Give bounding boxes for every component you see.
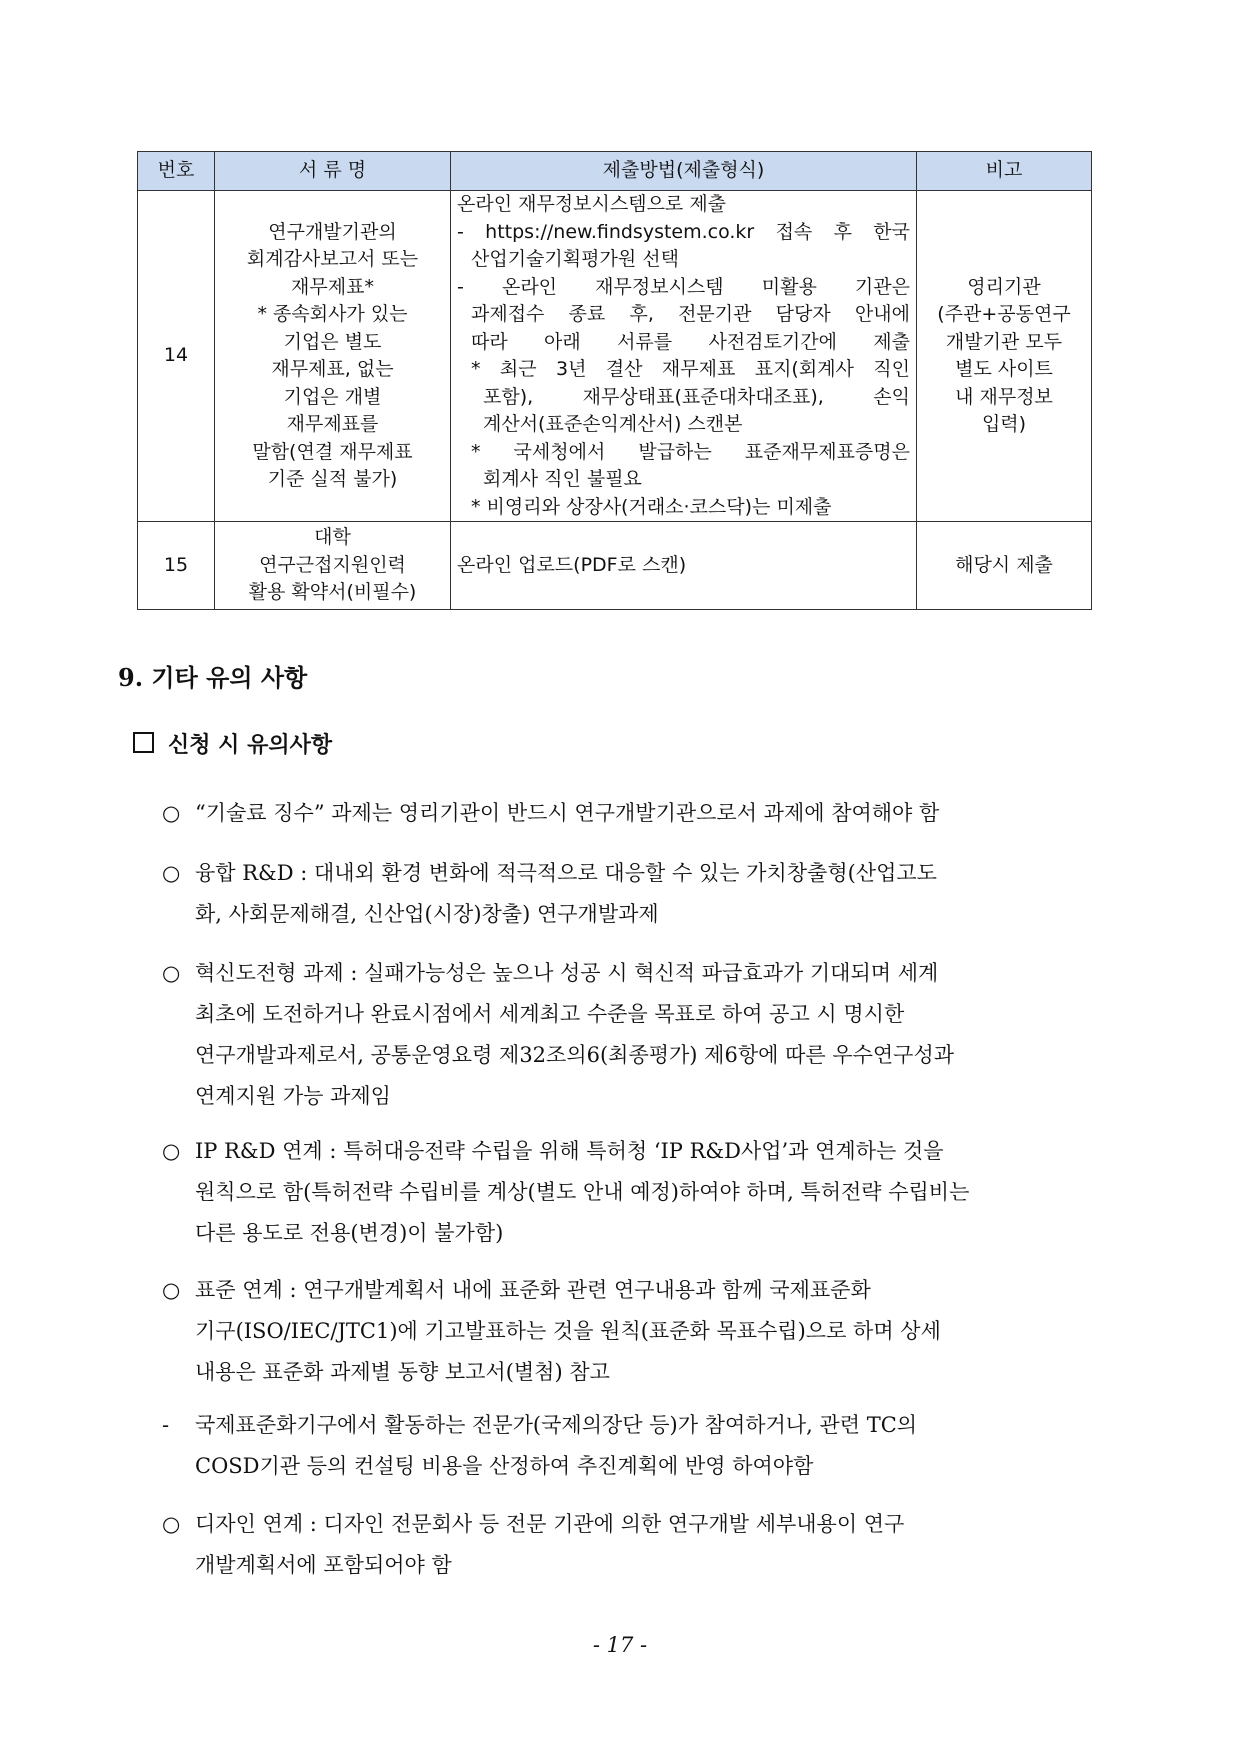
- notice-text: [195, 1270, 1112, 1393]
- remarks-line: 입력): [981, 413, 1027, 435]
- method-line: * 국세청에서 발급하는 표준재무제표증명은: [471, 440, 910, 463]
- notice-text: [195, 1131, 1112, 1254]
- notice-line: 연구개발과제로서, 공통운영요령 제32조의6(최종평가) 제6항에 따른 우수연구성과: [195, 1043, 955, 1067]
- method-line: 회계사 직인 불필요: [483, 468, 642, 490]
- dash-bullet-icon: -: [162, 1413, 170, 1437]
- notice-line: 화, 사회문제해결, 신산업(시장)창출) 연구개발과제: [195, 902, 659, 926]
- method-line: 따라 아래 서류를 사전검토기간에 제출: [471, 330, 910, 353]
- circle-bullet-icon: ○: [162, 1278, 181, 1302]
- document-name-line: 재무제표를: [286, 413, 379, 435]
- notice-text: [195, 793, 1112, 834]
- method-line: 과제접수 종료 후, 전문기관 담당자 안내에: [471, 303, 910, 325]
- table-row: [138, 522, 1092, 610]
- notice-line: 개발계획서에 포함되어야 함: [195, 1553, 452, 1577]
- circle-bullet-icon: ○: [162, 801, 181, 825]
- subsection-title: [133, 728, 332, 759]
- remarks-line: 개발기관 모두: [945, 330, 1063, 353]
- notice-item-innovation-challenge: [162, 953, 1112, 1117]
- method-line: 포함), 재무상태표(표준대차대조표), 손익: [483, 385, 910, 408]
- method-line: 온라인 재무정보시스템으로 제출: [457, 193, 727, 215]
- header-submission-method: 제출방법(제출형식): [451, 152, 917, 191]
- row-number: 14: [138, 191, 215, 522]
- table-row: [138, 191, 1092, 522]
- submission-method-cell: [451, 191, 917, 522]
- document-name-line: 재무제표, 없는: [271, 358, 394, 380]
- remarks-line: 별도 사이트: [955, 358, 1053, 380]
- method-line: * 비영리와 상장사(거래소·코스닥)는 미제출: [471, 495, 832, 518]
- header-number: 번호: [138, 152, 215, 191]
- notice-line: 혁신도전형 과제 : 실패가능성은 높으나 성공 시 혁신적 파급효과가 기대되며 세계: [195, 961, 939, 985]
- remarks-line: 영리기관: [967, 275, 1041, 298]
- notice-item-standards: [162, 1270, 1112, 1393]
- notice-line: 국제표준화기구에서 활동하는 전문가(국제의장단 등)가 참여하거나, 관련 TC의: [195, 1413, 918, 1437]
- remarks-cell: [917, 191, 1092, 522]
- notice-text: [195, 1504, 1112, 1586]
- subsection-title-text: 신청 시 유의사항: [168, 732, 333, 758]
- notice-line: 내용은 표준화 과제별 동향 보고서(별첨) 참고: [195, 1360, 610, 1384]
- method-line: 산업기술기획평가원 선택: [471, 248, 679, 270]
- submission-method-cell: [451, 522, 917, 610]
- document-name-line: 재무제표*: [291, 275, 374, 298]
- header-document-name: 서 류 명: [215, 152, 451, 191]
- row-number: 15: [138, 522, 215, 610]
- document-name-line: 활용 확약서(비필수): [248, 581, 417, 604]
- remarks-line: 해당시 제출: [955, 553, 1053, 576]
- document-name-line: 연구근접지원인력: [259, 553, 406, 576]
- method-line: 온라인 업로드(PDF로 스캔): [457, 553, 687, 576]
- notice-line: 표준 연계 : 연구개발계획서 내에 표준화 관련 연구내용과 함께 국제표준화: [195, 1278, 871, 1302]
- notice-line: 기구(ISO/IEC/JTC1)에 기고발표하는 것을 원칙(표준화 목표수립)으로 하며 상세: [195, 1319, 941, 1343]
- document-name-cell: [215, 191, 451, 522]
- document-name-line: 말함(연결 재무제표: [252, 440, 413, 463]
- document-name-cell: [215, 522, 451, 610]
- notice-line: 연계지원 가능 과제임: [195, 1084, 391, 1108]
- notice-text: [195, 953, 1112, 1117]
- section-title: 9. 기타 유의 사항: [118, 663, 308, 692]
- notice-item-royalty: [162, 793, 1112, 834]
- method-line: - 온라인 재무정보시스템 미활용 기관은: [457, 275, 910, 298]
- notice-line: 다른 용도로 전용(변경)이 불가함): [195, 1221, 504, 1245]
- notice-text: [195, 1405, 1112, 1487]
- circle-bullet-icon: ○: [162, 961, 181, 985]
- page-number: - 17 -: [592, 1633, 648, 1657]
- checkbox-square-icon: [133, 732, 154, 753]
- method-line: * 최근 3년 결산 재무제표 표지(회계사 직인: [471, 358, 910, 380]
- method-line: - https://new.findsystem.co.kr 접속 후 한국: [457, 220, 910, 243]
- notice-item-ip-rnd: [162, 1131, 1112, 1254]
- header-remarks: 비고: [917, 152, 1092, 191]
- submission-documents-table: [137, 151, 1092, 610]
- document-name-line: 연구개발기관의: [268, 220, 397, 243]
- document-name-line: * 종속회사가 있는: [257, 303, 408, 325]
- circle-bullet-icon: ○: [162, 861, 181, 885]
- notice-line: 최초에 도전하거나 완료시점에서 세계최고 수준을 목표로 하여 공고 시 명시한: [195, 1002, 905, 1026]
- notice-line: “기술료 징수” 과제는 영리기관이 반드시 연구개발기관으로서 과제에 참여해야 함: [195, 801, 940, 825]
- remarks-line: 내 재무정보: [955, 385, 1053, 408]
- remarks-line: (주관+공동연구: [937, 303, 1071, 325]
- remarks-cell: [917, 522, 1092, 610]
- notice-line: 디자인 연계 : 디자인 전문회사 등 전문 기관에 의한 연구개발 세부내용이 연구: [195, 1512, 905, 1536]
- notice-line: COSD기관 등의 컨설팅 비용을 산정하여 추진계획에 반영 하여야함: [195, 1454, 814, 1478]
- document-name-line: 회계감사보고서 또는: [246, 248, 419, 270]
- notice-line: 융합 R&D : 대내외 환경 변화에 적극적으로 대응할 수 있는 가치창출형(산업고도: [195, 861, 937, 885]
- notice-text: [195, 853, 1112, 935]
- document-name-line: 기업은 개별: [283, 385, 382, 408]
- document-name-line: 기업은 별도: [283, 330, 382, 353]
- notice-item-convergence-rnd: [162, 853, 1112, 935]
- notice-item-design: [162, 1504, 1112, 1586]
- table-header-row: [138, 152, 1092, 191]
- document-name-line: 기준 실적 불가): [267, 468, 398, 490]
- circle-bullet-icon: ○: [162, 1512, 181, 1536]
- document-name-line: 대학: [314, 526, 351, 549]
- method-line: 계산서(표준손익계산서) 스캔본: [483, 413, 743, 435]
- notice-line: IP R&D 연계 : 특허대응전략 수립을 위해 특허청 ‘IP R&D사업’과 연계하는 것을: [195, 1139, 944, 1163]
- circle-bullet-icon: ○: [162, 1139, 181, 1163]
- notice-subitem-standards-experts: [162, 1405, 1112, 1487]
- notice-line: 원칙으로 함(특허전략 수립비를 계상(별도 안내 예정)하여야 하며, 특허전략 수립비는: [195, 1180, 970, 1204]
